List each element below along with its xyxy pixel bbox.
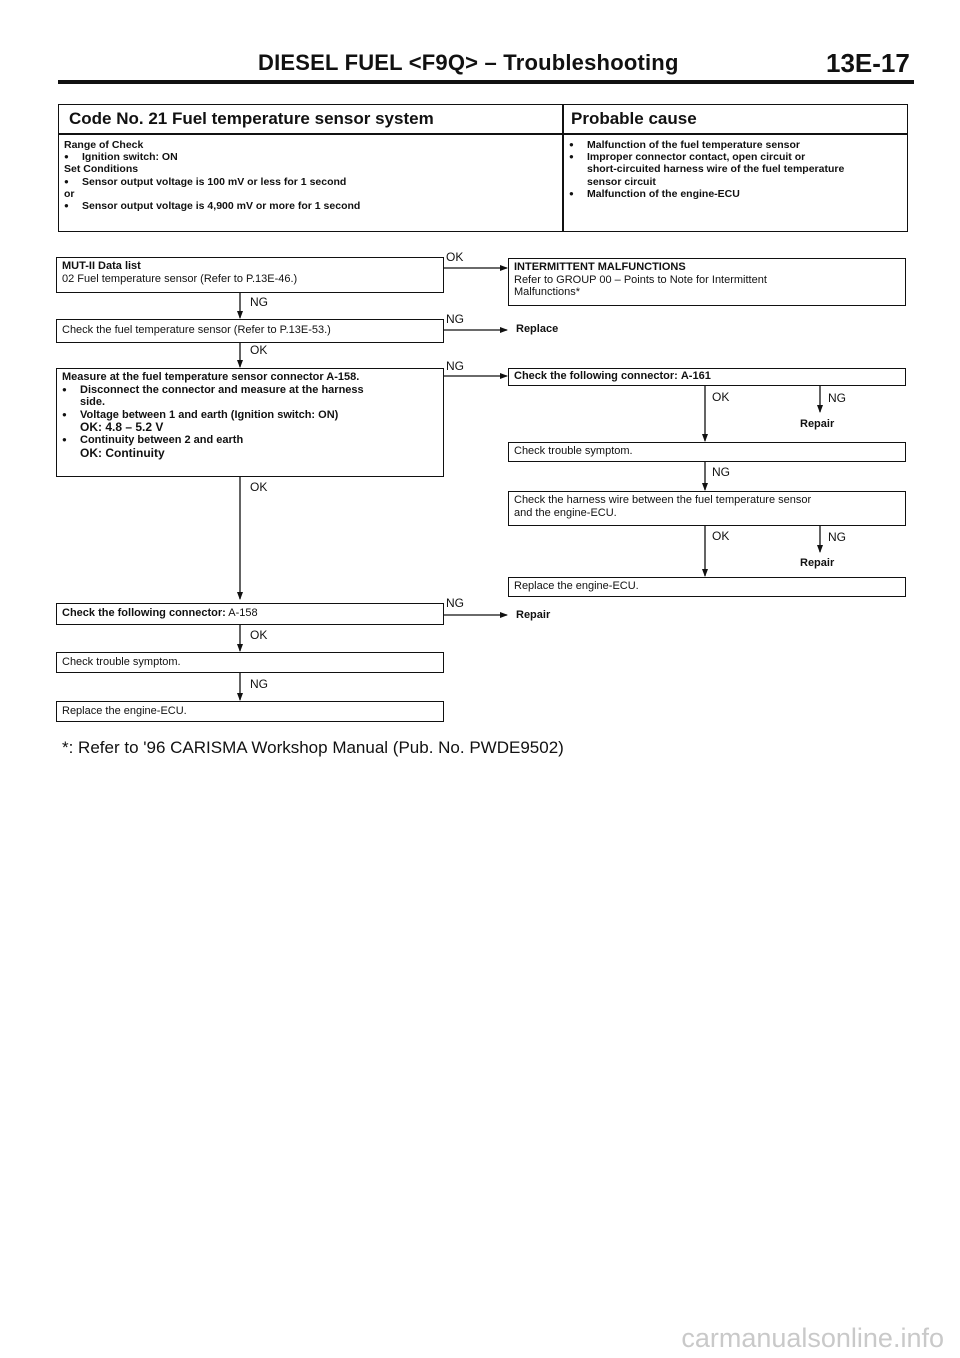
replace-ecu-right-box <box>508 577 906 597</box>
replace-text: Replace <box>516 323 559 335</box>
set-label: Set Conditions <box>64 163 139 176</box>
set-item-2: ● Sensor output voltage is 4,900 mV or more for 1 second <box>64 200 360 212</box>
repair-3-text: Repair <box>516 609 551 621</box>
cause-3: ● Malfunction of the engine-ECU <box>569 188 844 200</box>
check-sensor-box <box>56 319 444 343</box>
measure-ok-2: OK: Continuity <box>80 445 165 460</box>
a158-ok-label: OK <box>250 628 268 642</box>
sensor-ng-label: NG <box>446 312 464 326</box>
or-text: or <box>64 187 75 200</box>
set-item-1: ● Sensor output voltage is 100 mV or less for 1 second <box>64 176 360 188</box>
mut-text: 02 Fuel temperature sensor (Refer to P.13E-46.) <box>62 272 298 285</box>
sensor-ok-label: OK <box>250 343 268 357</box>
page-title: DIESEL FUEL <F9Q> – Troubleshooting <box>258 50 679 75</box>
check-sensor-text: Check the fuel temperature sensor (Refer to P.13E-53.) <box>62 324 331 336</box>
measure-bullet-3: ● Continuity between 2 and earth <box>62 434 438 447</box>
check-a158-box <box>56 603 444 625</box>
check-symptom-left-box <box>56 652 444 673</box>
cause-2-line-3: sensor circuit <box>587 175 656 188</box>
harness-line-2: and the engine-ECU. <box>514 506 617 519</box>
check-a158-text: Check the following connector: A-158 <box>62 607 258 619</box>
intermittent-line-2: Malfunctions* <box>514 286 581 299</box>
intermittent-box <box>508 258 906 306</box>
watermark: carmanualsonline.info <box>681 1323 944 1353</box>
range-label: Range of Check <box>64 139 144 151</box>
check-a161-box <box>508 368 906 386</box>
measure-ng-label: NG <box>446 359 464 373</box>
check-symptom-right-text: Check trouble symptom. <box>514 445 633 457</box>
page-number: 13E-17 <box>826 48 910 78</box>
intermittent-title: INTERMITTENT MALFUNCTIONS <box>514 261 686 273</box>
probable-cause-heading: Probable cause <box>571 109 697 128</box>
mut-ok-label: OK <box>446 250 464 264</box>
cause-2: ● Improper connector contact, open circuit or <box>569 151 844 163</box>
mut-title: MUT-II Data list <box>62 260 141 272</box>
check-a161-text: Check the following connector: A-161 <box>514 370 711 382</box>
measure-bullet-1-line-2: side. <box>80 396 106 409</box>
replace-ecu-left-box <box>56 701 444 722</box>
cause-2-line-2: short-circuited harness wire of the fuel temperature <box>587 163 845 176</box>
measure-title: Measure at the fuel temperature sensor connector A-158. <box>62 371 360 383</box>
check-symptom-right-box <box>508 442 906 462</box>
harness-ng-label: NG <box>828 530 846 544</box>
measure-ok-1: OK: 4.8 – 5.2 V <box>80 420 164 435</box>
repair-1-text: Repair <box>800 418 835 430</box>
measure-bullet-2: ● Voltage between 1 and earth (Ignition switch: ON) <box>62 409 438 422</box>
a161-ok-label: OK <box>712 390 730 404</box>
check-symptom-left-text: Check trouble symptom. <box>62 656 181 668</box>
symptom-right-ng-label: NG <box>712 465 730 479</box>
harness-box <box>508 491 906 526</box>
measure-ok-label: OK <box>250 480 268 494</box>
footnote: *: Refer to '96 CARISMA Workshop Manual (Pub. No. PWDE9502) <box>62 738 564 757</box>
mut-data-list-box <box>56 257 444 293</box>
intermittent-line-1: Refer to GROUP 00 – Points to Note for Intermittent <box>514 273 767 286</box>
a158-ng-label: NG <box>446 596 464 610</box>
replace-ecu-right-text: Replace the engine-ECU. <box>514 580 639 592</box>
range-item: ● Ignition switch: ON <box>64 151 360 163</box>
mut-ng-label: NG <box>250 295 268 309</box>
symptom-left-ng-label: NG <box>250 677 268 691</box>
measure-bullet-1: ● Disconnect the connector and measure at the harness <box>62 384 438 397</box>
measure-box <box>56 368 444 477</box>
repair-2-text: Repair <box>800 557 835 569</box>
cause-1: ● Malfunction of the fuel temperature sensor <box>569 139 844 151</box>
replace-ecu-left-text: Replace the engine-ECU. <box>62 705 187 717</box>
a161-ng-label: NG <box>828 391 846 405</box>
code-heading: Code No. 21 Fuel temperature sensor system <box>69 109 434 128</box>
harness-line-1: Check the harness wire between the fuel temperature sensor <box>514 494 812 506</box>
harness-ok-label: OK <box>712 529 730 543</box>
